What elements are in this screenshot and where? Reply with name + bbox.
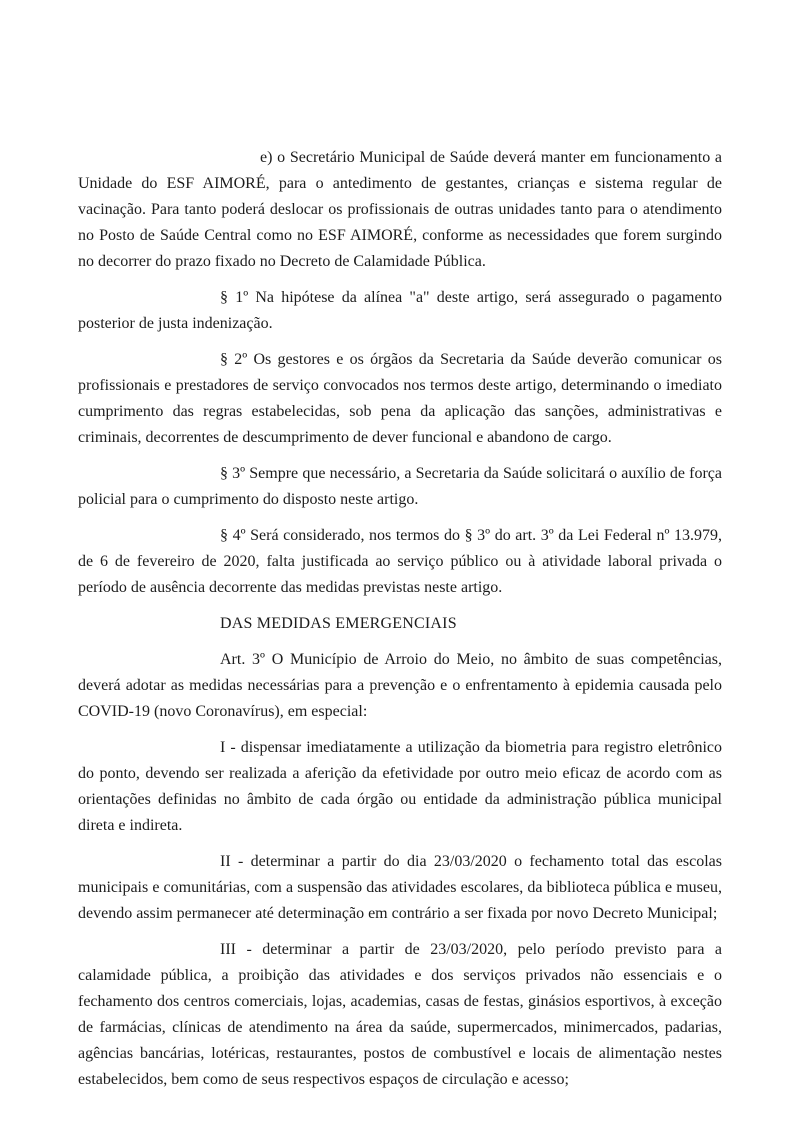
article-3-paragraph: Art. 3º O Município de Arroio do Meio, no âmbito de suas competências, deverá adotar as medidas necessárias para a prevenção e o enfrentamento à epidemia causada pelo COVID-19 (novo Coronavírus), em especial: [78,651,722,720]
paragraph-1: § 1º Na hipótese da alínea "a" deste artigo, será assegurado o pagamento posterior de justa indenização. [78,289,722,332]
paragraph-3: § 3º Sempre que necessário, a Secretaria da Saúde solicitará o auxílio de força policial para o cumprimento do disposto neste artigo. [78,465,722,508]
section-heading-das-medidas-emergenciais: DAS MEDIDAS EMERGENCIAIS [220,615,457,632]
item-ii-paragraph: II - determinar a partir do dia 23/03/2020 o fechamento total das escolas municipais e comunitárias, com a suspensão das atividades escolares, da biblioteca pública e museu, devendo assim permanecer até determinação em contrário a ser fixada por novo Decreto Municipal; [78,853,722,922]
alinea-e-paragraph: e) o Secretário Municipal de Saúde deverá manter em funcionamento a Unidade do ESF AIMORÉ, para o antedimento de gestantes, crianças e sistema regular de vacinação. Para tanto poderá deslocar os profissionais de outras unidades tanto para o atendimento no Posto de Saúde Central como no ESF AIMORÉ, conforme as necessidades que forem surgindo no decorrer do prazo fixado no Decreto de Calamidade Pública. [78,149,722,270]
item-i-paragraph: I - dispensar imediatamente a utilização da biometria para registro eletrônico do ponto, devendo ser realizada a aferição da efetividade por outro meio eficaz de acordo com as orientações definidas no âmbito de cada órgão ou entidade da administração pública municipal direta e indireta. [78,739,722,834]
item-iii-paragraph: III - determinar a partir de 23/03/2020, pelo período previsto para a calamidade pública, a proibição das atividades e dos serviços privados não essenciais e o fechamento dos centros comerciais, lojas, academias, casas de festas, ginásios esportivos, à exceção de farmácias, clínicas de atendimento na área da saúde, supermercados, minimercados, padarias, agências bancárias, lotéricas, restaurantes, postos de combustível e locais de alimentação nestes estabelecidos, bem como de seus respectivos espaços de circulação e acesso; [78,941,722,1088]
paragraph-2: § 2º Os gestores e os órgãos da Secretaria da Saúde deverão comunicar os profissionais e prestadores de serviço convocados nos termos deste artigo, determinando o imediato cumprimento das regras estabelecidas, sob pena da aplicação das sanções, administrativas e criminais, decorrentes de descumprimento de dever funcional e abandono de cargo. [78,351,722,446]
paragraph-4: § 4º Será considerado, nos termos do § 3º do art. 3º da Lei Federal nº 13.979, de 6 de fevereiro de 2020, falta justificada ao serviço público ou à atividade laboral privada o período de ausência decorrente das medidas previstas neste artigo. [78,527,722,596]
